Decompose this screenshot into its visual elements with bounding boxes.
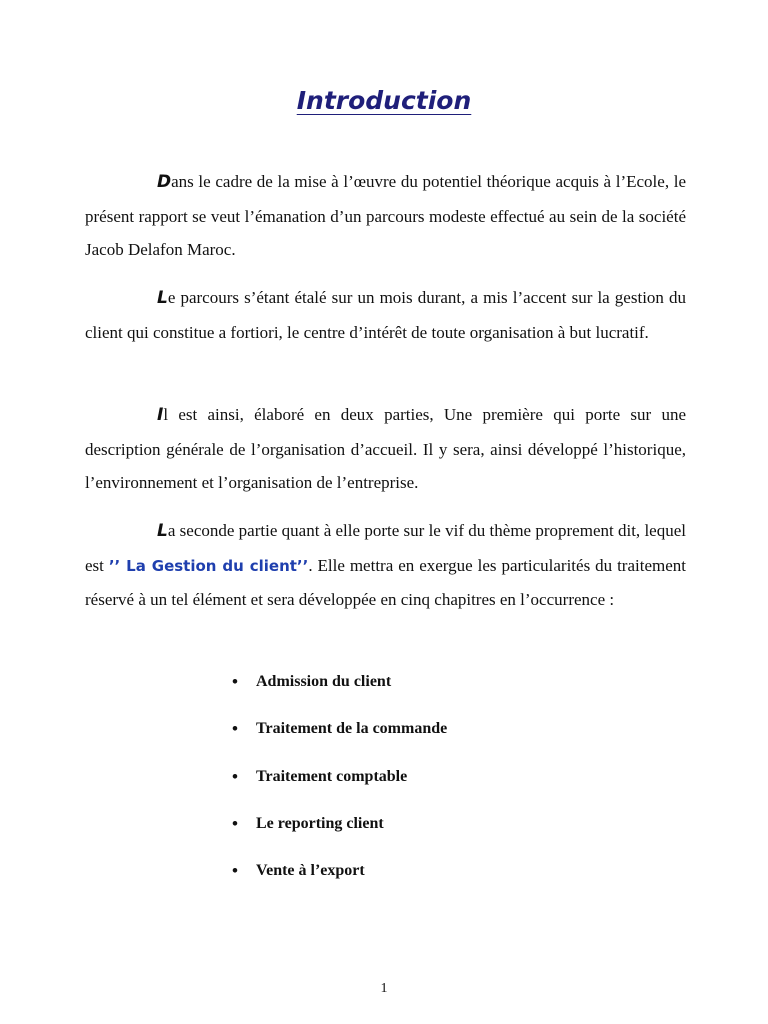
bullet-icon: • — [232, 861, 238, 881]
list-item — [232, 765, 447, 812]
paragraph-2 — [85, 281, 686, 349]
list-item — [232, 859, 447, 906]
bullet-icon: • — [232, 813, 238, 833]
list-item — [232, 670, 447, 717]
chapter-label: Traitement de la commande — [256, 720, 448, 738]
page-title — [0, 86, 768, 115]
chapter-label: Vente à l’export — [256, 862, 365, 880]
page-title-text: Introduction — [296, 86, 472, 115]
paragraph-4-text-after: . Elle mettra en exergue les particularités du traitement réservé à un tel élément et sera développée en cinq chapitres en l’occurrence : — [85, 555, 686, 609]
chapter-label: Traitement comptable — [256, 767, 408, 785]
bullet-icon: • — [232, 719, 238, 739]
paragraph-1-initial: D — [157, 172, 172, 192]
page-number: 1 — [380, 981, 388, 996]
paragraph-2-initial: L — [157, 288, 168, 308]
paragraph-4-text-before: a seconde partie quant à elle porte sur le vif du thème proprement dit, lequel est — [85, 521, 686, 575]
paragraph-4-initial: L — [157, 521, 168, 541]
paragraph-1-text: ans le cadre de la mise à l’œuvre du potentiel théorique acquis à l’Ecole, le présent rapport se veut l’émanation d’un parcours modeste effectué au sein de la société Jacob Delafon Maroc. — [85, 172, 686, 259]
paragraph-3 — [85, 398, 686, 500]
bullet-icon: • — [232, 766, 238, 786]
paragraph-2-text: e parcours s’étant étalé sur un mois durant, a mis l’accent sur la gestion du client qui constitue a fortiori, le centre d’intérêt de toute organisation à but lucratif. — [85, 288, 686, 342]
highlighted-quote: ’’ La Gestion du client’’ — [108, 556, 309, 575]
chapter-label: Admission du client — [256, 673, 392, 690]
paragraph-3-initial: I — [157, 405, 164, 425]
paragraph-4 — [85, 514, 686, 617]
list-item — [232, 717, 447, 764]
chapter-list — [232, 670, 447, 906]
bullet-icon: • — [232, 672, 238, 691]
chapter-label: Le reporting client — [256, 814, 384, 832]
list-item — [232, 812, 447, 859]
paragraph-3-text: l est ainsi, élaboré en deux parties, Une première qui porte sur une description générale de l’organisation d’accueil. Il y sera, ainsi développé l’historique, l’environnement et l’organisation de l’entreprise. — [85, 405, 686, 492]
paragraph-1 — [85, 165, 686, 267]
